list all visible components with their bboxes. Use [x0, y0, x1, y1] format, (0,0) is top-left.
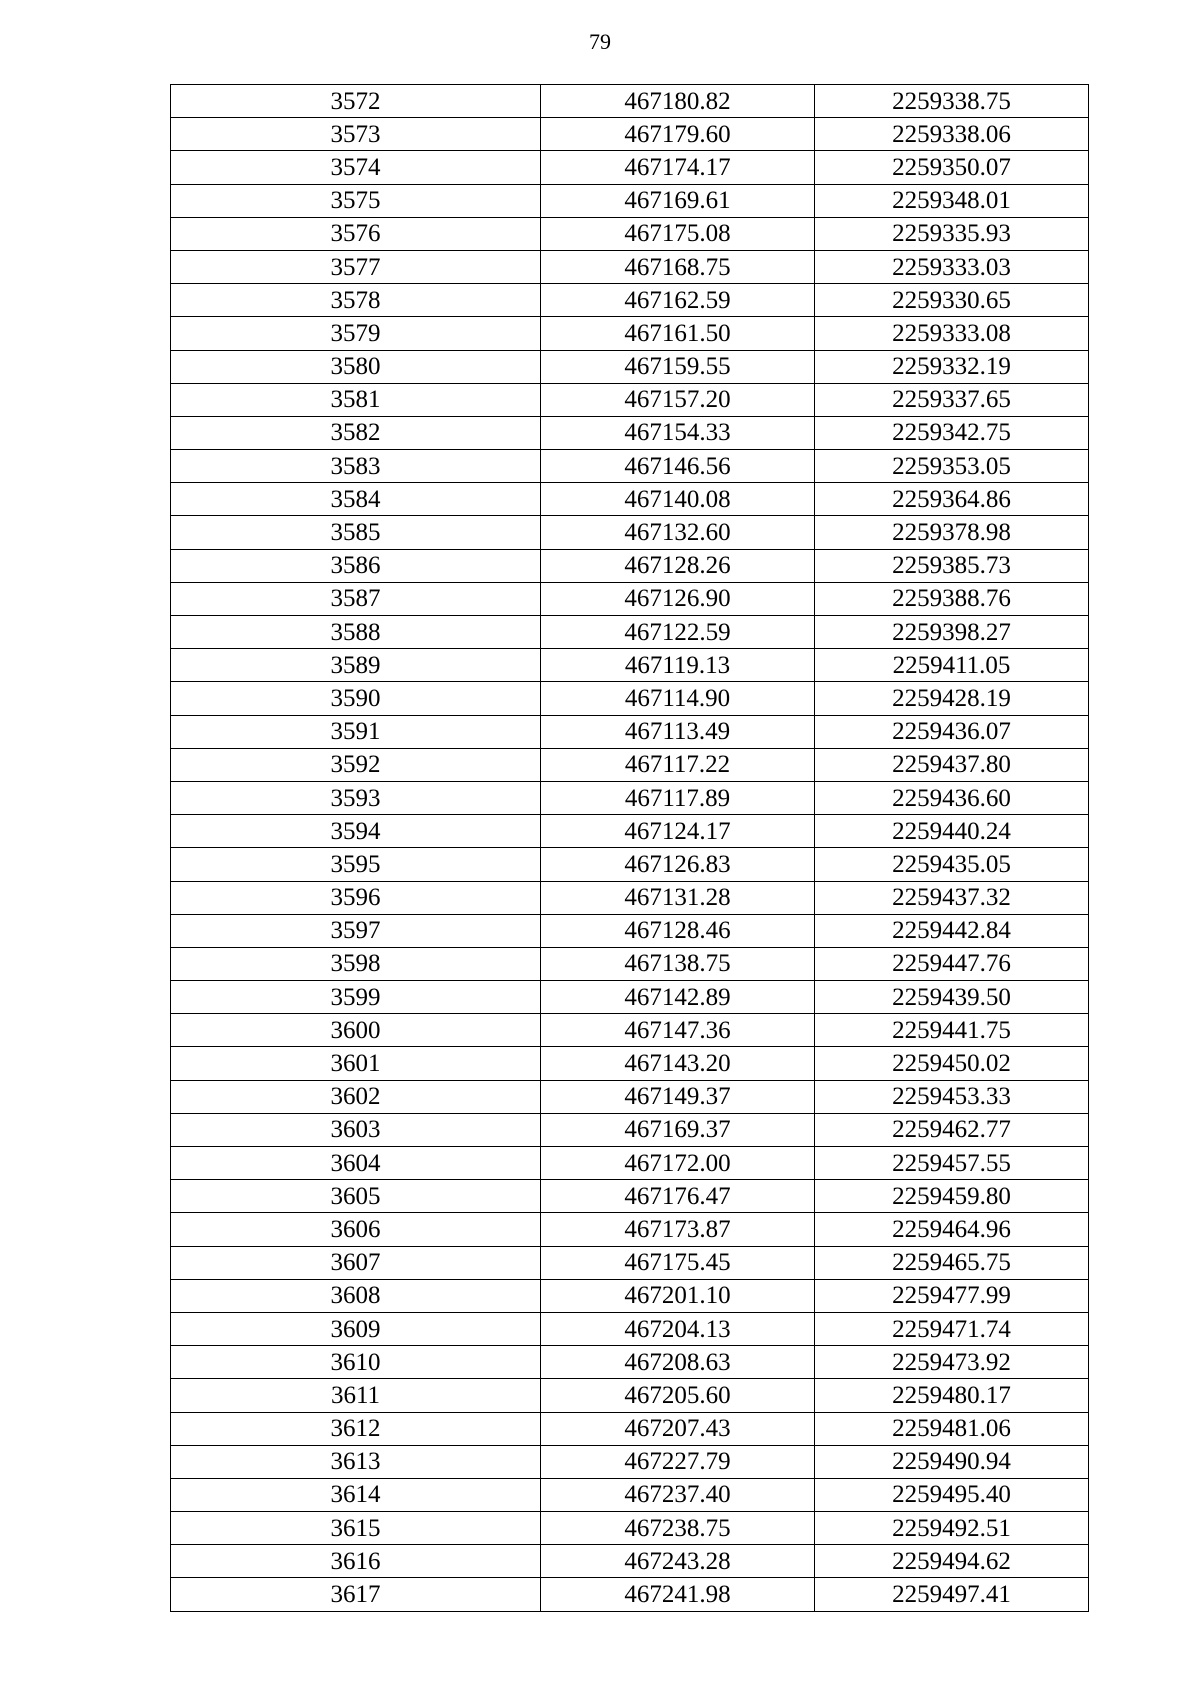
x-coordinate-cell: 467169.37 [541, 1113, 815, 1146]
point-number-cell: 3579 [171, 317, 541, 350]
x-coordinate-cell: 467131.28 [541, 881, 815, 914]
point-number-cell: 3607 [171, 1246, 541, 1279]
page-number: 79 [589, 29, 611, 54]
point-number-cell: 3606 [171, 1213, 541, 1246]
y-coordinate-cell: 2259473.92 [815, 1346, 1089, 1379]
x-coordinate-cell: 467126.83 [541, 848, 815, 881]
point-number-cell: 3588 [171, 616, 541, 649]
y-coordinate-cell: 2259481.06 [815, 1412, 1089, 1445]
x-coordinate-cell: 467117.22 [541, 748, 815, 781]
table-row [171, 85, 1089, 118]
table-row [171, 1379, 1089, 1412]
x-coordinate-cell: 467179.60 [541, 118, 815, 151]
point-number-cell: 3582 [171, 416, 541, 449]
y-coordinate-cell: 2259342.75 [815, 416, 1089, 449]
x-coordinate-cell: 467168.75 [541, 250, 815, 283]
x-coordinate-cell: 467208.63 [541, 1346, 815, 1379]
y-coordinate-cell: 2259471.74 [815, 1312, 1089, 1345]
y-coordinate-cell: 2259333.03 [815, 250, 1089, 283]
point-number-cell: 3598 [171, 947, 541, 980]
x-coordinate-cell: 467143.20 [541, 1047, 815, 1080]
table-row [171, 217, 1089, 250]
x-coordinate-cell: 467238.75 [541, 1512, 815, 1545]
y-coordinate-cell: 2259457.55 [815, 1147, 1089, 1180]
y-coordinate-cell: 2259450.02 [815, 1047, 1089, 1080]
point-number-cell: 3599 [171, 981, 541, 1014]
y-coordinate-cell: 2259348.01 [815, 184, 1089, 217]
point-number-cell: 3575 [171, 184, 541, 217]
point-number-cell: 3614 [171, 1478, 541, 1511]
x-coordinate-cell: 467175.08 [541, 217, 815, 250]
x-coordinate-cell: 467117.89 [541, 781, 815, 814]
point-number-cell: 3610 [171, 1346, 541, 1379]
point-number-cell: 3591 [171, 715, 541, 748]
x-coordinate-cell: 467237.40 [541, 1478, 815, 1511]
table-row [171, 1147, 1089, 1180]
point-number-cell: 3613 [171, 1445, 541, 1478]
table-row [171, 815, 1089, 848]
point-number-cell: 3604 [171, 1147, 541, 1180]
x-coordinate-cell: 467146.56 [541, 450, 815, 483]
table-row [171, 947, 1089, 980]
table-row [171, 1113, 1089, 1146]
x-coordinate-cell: 467157.20 [541, 383, 815, 416]
y-coordinate-cell: 2259495.40 [815, 1478, 1089, 1511]
y-coordinate-cell: 2259333.08 [815, 317, 1089, 350]
x-coordinate-cell: 467149.37 [541, 1080, 815, 1113]
point-number-cell: 3580 [171, 350, 541, 383]
x-coordinate-cell: 467174.17 [541, 151, 815, 184]
x-coordinate-cell: 467128.26 [541, 549, 815, 582]
y-coordinate-cell: 2259335.93 [815, 217, 1089, 250]
point-number-cell: 3596 [171, 881, 541, 914]
table-row [171, 649, 1089, 682]
x-coordinate-cell: 467161.50 [541, 317, 815, 350]
y-coordinate-cell: 2259353.05 [815, 450, 1089, 483]
y-coordinate-cell: 2259497.41 [815, 1578, 1089, 1611]
table-row [171, 151, 1089, 184]
y-coordinate-cell: 2259490.94 [815, 1445, 1089, 1478]
table-row [171, 1512, 1089, 1545]
point-number-cell: 3583 [171, 450, 541, 483]
point-number-cell: 3603 [171, 1113, 541, 1146]
y-coordinate-cell: 2259428.19 [815, 682, 1089, 715]
table-row [171, 1279, 1089, 1312]
point-number-cell: 3616 [171, 1545, 541, 1578]
table-row [171, 350, 1089, 383]
table-row [171, 1213, 1089, 1246]
x-coordinate-cell: 467207.43 [541, 1412, 815, 1445]
table-row [171, 881, 1089, 914]
y-coordinate-cell: 2259437.32 [815, 881, 1089, 914]
table-row [171, 516, 1089, 549]
table-row [171, 848, 1089, 881]
y-coordinate-cell: 2259364.86 [815, 483, 1089, 516]
x-coordinate-cell: 467180.82 [541, 85, 815, 118]
x-coordinate-cell: 467204.13 [541, 1312, 815, 1345]
table-row [171, 1578, 1089, 1611]
point-number-cell: 3589 [171, 649, 541, 682]
y-coordinate-cell: 2259440.24 [815, 815, 1089, 848]
point-number-cell: 3617 [171, 1578, 541, 1611]
x-coordinate-cell: 467142.89 [541, 981, 815, 1014]
point-number-cell: 3574 [171, 151, 541, 184]
x-coordinate-cell: 467132.60 [541, 516, 815, 549]
table-row [171, 1545, 1089, 1578]
x-coordinate-cell: 467128.46 [541, 914, 815, 947]
table-row [171, 682, 1089, 715]
table-row [171, 1312, 1089, 1345]
y-coordinate-cell: 2259398.27 [815, 616, 1089, 649]
coordinates-table-body [171, 85, 1089, 1612]
point-number-cell: 3597 [171, 914, 541, 947]
table-row [171, 616, 1089, 649]
y-coordinate-cell: 2259436.60 [815, 781, 1089, 814]
point-number-cell: 3578 [171, 284, 541, 317]
table-row [171, 184, 1089, 217]
table-row [171, 250, 1089, 283]
y-coordinate-cell: 2259437.80 [815, 748, 1089, 781]
x-coordinate-cell: 467162.59 [541, 284, 815, 317]
table-row [171, 1246, 1089, 1279]
x-coordinate-cell: 467241.98 [541, 1578, 815, 1611]
y-coordinate-cell: 2259435.05 [815, 848, 1089, 881]
y-coordinate-cell: 2259453.33 [815, 1080, 1089, 1113]
point-number-cell: 3608 [171, 1279, 541, 1312]
point-number-cell: 3594 [171, 815, 541, 848]
point-number-cell: 3581 [171, 383, 541, 416]
y-coordinate-cell: 2259332.19 [815, 350, 1089, 383]
x-coordinate-cell: 467201.10 [541, 1279, 815, 1312]
y-coordinate-cell: 2259441.75 [815, 1014, 1089, 1047]
table-row [171, 1412, 1089, 1445]
point-number-cell: 3615 [171, 1512, 541, 1545]
point-number-cell: 3592 [171, 748, 541, 781]
y-coordinate-cell: 2259447.76 [815, 947, 1089, 980]
table-row [171, 1180, 1089, 1213]
y-coordinate-cell: 2259337.65 [815, 383, 1089, 416]
table-row [171, 118, 1089, 151]
point-number-cell: 3590 [171, 682, 541, 715]
y-coordinate-cell: 2259494.62 [815, 1545, 1089, 1578]
y-coordinate-cell: 2259436.07 [815, 715, 1089, 748]
y-coordinate-cell: 2259378.98 [815, 516, 1089, 549]
point-number-cell: 3612 [171, 1412, 541, 1445]
table-row [171, 914, 1089, 947]
x-coordinate-cell: 467159.55 [541, 350, 815, 383]
y-coordinate-cell: 2259464.96 [815, 1213, 1089, 1246]
table-row [171, 450, 1089, 483]
y-coordinate-cell: 2259462.77 [815, 1113, 1089, 1146]
table-row [171, 483, 1089, 516]
point-number-cell: 3572 [171, 85, 541, 118]
coordinates-table [170, 84, 1089, 1612]
table-row [171, 781, 1089, 814]
point-number-cell: 3611 [171, 1379, 541, 1412]
table-row [171, 1014, 1089, 1047]
point-number-cell: 3577 [171, 250, 541, 283]
x-coordinate-cell: 467140.08 [541, 483, 815, 516]
x-coordinate-cell: 467126.90 [541, 582, 815, 615]
y-coordinate-cell: 2259492.51 [815, 1512, 1089, 1545]
x-coordinate-cell: 467227.79 [541, 1445, 815, 1478]
x-coordinate-cell: 467175.45 [541, 1246, 815, 1279]
table-row [171, 582, 1089, 615]
point-number-cell: 3585 [171, 516, 541, 549]
y-coordinate-cell: 2259411.05 [815, 649, 1089, 682]
x-coordinate-cell: 467172.00 [541, 1147, 815, 1180]
x-coordinate-cell: 467124.17 [541, 815, 815, 848]
point-number-cell: 3587 [171, 582, 541, 615]
y-coordinate-cell: 2259388.76 [815, 582, 1089, 615]
x-coordinate-cell: 467147.36 [541, 1014, 815, 1047]
point-number-cell: 3584 [171, 483, 541, 516]
point-number-cell: 3593 [171, 781, 541, 814]
y-coordinate-cell: 2259477.99 [815, 1279, 1089, 1312]
table-row [171, 1478, 1089, 1511]
table-row [171, 715, 1089, 748]
table-row [171, 383, 1089, 416]
y-coordinate-cell: 2259465.75 [815, 1246, 1089, 1279]
x-coordinate-cell: 467173.87 [541, 1213, 815, 1246]
table-row [171, 1346, 1089, 1379]
table-row [171, 1080, 1089, 1113]
point-number-cell: 3600 [171, 1014, 541, 1047]
y-coordinate-cell: 2259385.73 [815, 549, 1089, 582]
y-coordinate-cell: 2259338.06 [815, 118, 1089, 151]
point-number-cell: 3605 [171, 1180, 541, 1213]
x-coordinate-cell: 467113.49 [541, 715, 815, 748]
table-row [171, 284, 1089, 317]
point-number-cell: 3601 [171, 1047, 541, 1080]
point-number-cell: 3573 [171, 118, 541, 151]
table-row [171, 748, 1089, 781]
point-number-cell: 3609 [171, 1312, 541, 1345]
table-row [171, 549, 1089, 582]
y-coordinate-cell: 2259338.75 [815, 85, 1089, 118]
table-row [171, 981, 1089, 1014]
y-coordinate-cell: 2259459.80 [815, 1180, 1089, 1213]
x-coordinate-cell: 467119.13 [541, 649, 815, 682]
point-number-cell: 3576 [171, 217, 541, 250]
table-row [171, 1445, 1089, 1478]
point-number-cell: 3602 [171, 1080, 541, 1113]
y-coordinate-cell: 2259330.65 [815, 284, 1089, 317]
table-row [171, 416, 1089, 449]
x-coordinate-cell: 467122.59 [541, 616, 815, 649]
y-coordinate-cell: 2259480.17 [815, 1379, 1089, 1412]
table-row [171, 317, 1089, 350]
x-coordinate-cell: 467169.61 [541, 184, 815, 217]
y-coordinate-cell: 2259350.07 [815, 151, 1089, 184]
x-coordinate-cell: 467176.47 [541, 1180, 815, 1213]
point-number-cell: 3586 [171, 549, 541, 582]
x-coordinate-cell: 467154.33 [541, 416, 815, 449]
x-coordinate-cell: 467138.75 [541, 947, 815, 980]
x-coordinate-cell: 467205.60 [541, 1379, 815, 1412]
point-number-cell: 3595 [171, 848, 541, 881]
y-coordinate-cell: 2259439.50 [815, 981, 1089, 1014]
y-coordinate-cell: 2259442.84 [815, 914, 1089, 947]
x-coordinate-cell: 467114.90 [541, 682, 815, 715]
table-row [171, 1047, 1089, 1080]
x-coordinate-cell: 467243.28 [541, 1545, 815, 1578]
